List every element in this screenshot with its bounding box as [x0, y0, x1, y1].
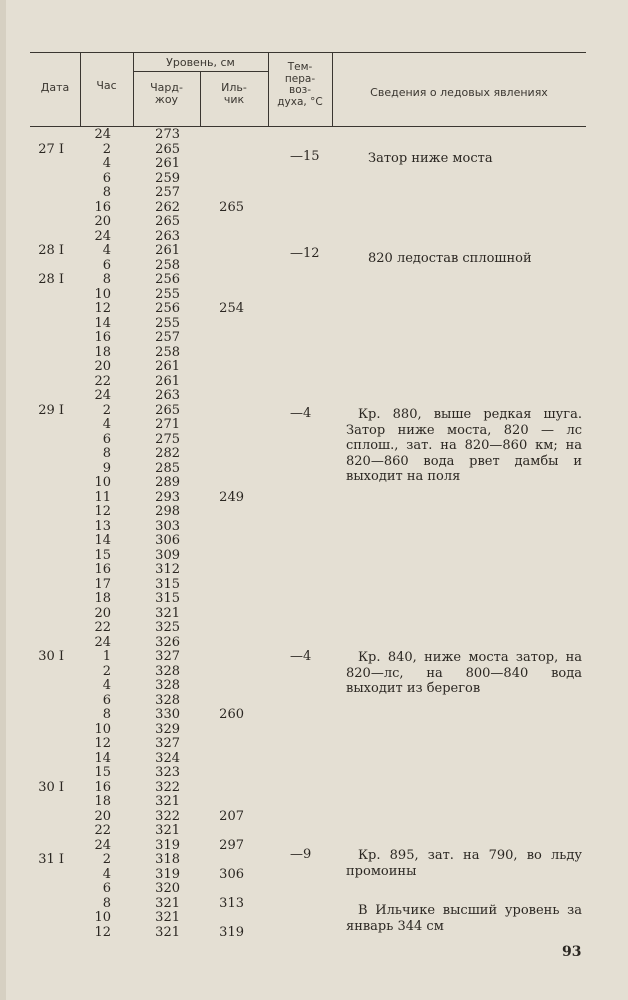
hour-cell: 2 — [102, 402, 111, 418]
hour-cell: 20 — [94, 605, 111, 621]
hour-cell: 11 — [94, 489, 111, 505]
hour-cell: 12 — [94, 924, 111, 940]
hour-cell: 24 — [94, 127, 111, 142]
chardzhou-level-cell: 261 — [155, 243, 180, 258]
hour-cell: 10 — [94, 910, 111, 925]
hour-cell: 6 — [102, 692, 111, 708]
chardzhou-level-cell: 298 — [155, 504, 180, 519]
chardzhou-level-cell: 321 — [155, 910, 180, 925]
chardzhou-level-cell: 258 — [155, 257, 180, 273]
table-header-bottom-rule — [30, 126, 586, 127]
table-top-rule — [30, 52, 586, 53]
hour-cell: 15 — [94, 547, 111, 563]
hour-cell: 10 — [94, 286, 111, 302]
date-cell: 28 I — [38, 243, 64, 258]
chardzhou-level-cell: 319 — [155, 866, 180, 882]
chardzhou-level-cell: 271 — [155, 417, 180, 432]
temperature-value: —12 — [290, 246, 320, 261]
ice-note: Кр. 895, зат. на 790, во льду промоины — [346, 848, 582, 879]
ilchik-level-cell: 207 — [219, 808, 244, 824]
hour-cell: 6 — [102, 881, 111, 896]
chardzhou-level-cell: 262 — [155, 199, 180, 215]
hour-cell: 2 — [102, 852, 111, 867]
hour-cell: 1 — [102, 649, 111, 664]
chardzhou-level-cell: 289 — [155, 475, 180, 490]
hour-cell: 16 — [94, 562, 111, 577]
hour-cell: 10 — [94, 475, 111, 490]
hour-cell: 2 — [102, 141, 111, 157]
chardzhou-level-cell: 320 — [155, 881, 180, 896]
chardzhou-level-cell: 321 — [155, 823, 180, 838]
chardzhou-level-cell: 325 — [155, 620, 180, 635]
ilchik-level-cell: 319 — [219, 924, 244, 940]
hour-cell: 16 — [94, 779, 111, 795]
chardzhou-level-cell: 293 — [155, 489, 180, 505]
hour-cell: 10 — [94, 721, 111, 737]
hour-cell: 14 — [94, 750, 111, 766]
chardzhou-level-cell: 256 — [155, 301, 180, 316]
hour-cell: 18 — [94, 794, 111, 809]
chardzhou-level-cell: 322 — [155, 779, 180, 795]
chardzhou-level-cell: 319 — [155, 837, 180, 853]
date-cell: 27 I — [38, 141, 64, 157]
hour-cell: 22 — [94, 620, 111, 635]
hour-cell: 17 — [94, 576, 111, 592]
chardzhou-level-cell: 273 — [155, 127, 180, 142]
hour-cell: 8 — [102, 272, 111, 287]
chardzhou-level-cell: 321 — [155, 895, 180, 911]
chardzhou-level-cell: 263 — [155, 388, 180, 403]
chardzhou-level-cell: 265 — [155, 402, 180, 418]
ice-note: 820 ледостав сплошной — [368, 251, 532, 266]
hour-cell: 12 — [94, 504, 111, 519]
date-cell: 30 I — [38, 649, 64, 664]
hour-cell: 4 — [102, 866, 111, 882]
header-chardzhou: Чард- жоу — [150, 81, 183, 106]
hour-cell: 16 — [94, 199, 111, 215]
header-hour: Час — [96, 79, 117, 92]
ice-note: Затор ниже моста — [368, 151, 493, 166]
chardzhou-level-cell: 309 — [155, 547, 180, 563]
hour-cell: 4 — [102, 243, 111, 258]
hour-cell: 8 — [102, 895, 111, 911]
hour-cell: 2 — [102, 663, 111, 679]
header-date: Дата — [40, 81, 70, 94]
chardzhou-level-cell: 321 — [155, 605, 180, 621]
chardzhou-level-cell: 328 — [155, 663, 180, 679]
hour-cell: 22 — [94, 823, 111, 838]
chardzhou-level-cell: 255 — [155, 315, 180, 331]
chardzhou-level-cell: 257 — [155, 185, 180, 200]
hour-cell: 12 — [94, 301, 111, 316]
hour-cell: 22 — [94, 373, 111, 389]
chardzhou-level-cell: 255 — [155, 286, 180, 302]
date-cell: 28 I — [38, 272, 64, 287]
chardzhou-level-cell: 315 — [155, 591, 180, 606]
hour-cell: 24 — [94, 634, 111, 650]
hour-cell: 14 — [94, 315, 111, 331]
hour-cell: 20 — [94, 359, 111, 374]
hour-cell: 4 — [102, 156, 111, 171]
chardzhou-level-cell: 321 — [155, 924, 180, 940]
header-temperature: Тем- пера- воз- духа, °С — [277, 61, 323, 108]
chardzhou-level-cell: 329 — [155, 721, 180, 737]
page-number: 93 — [562, 944, 582, 960]
chardzhou-level-cell: 327 — [155, 736, 180, 751]
chardzhou-level-cell: 323 — [155, 765, 180, 780]
ilchik-level-cell: 265 — [219, 199, 244, 215]
hour-cell: 4 — [102, 678, 111, 693]
header-ilchik: Иль- чик — [221, 81, 247, 106]
ice-note: В Ильчике высший уровень за январь 344 см — [346, 903, 582, 934]
hour-cell: 18 — [94, 344, 111, 360]
ilchik-level-cell: 306 — [219, 866, 244, 882]
chardzhou-level-cell: 265 — [155, 214, 180, 229]
ilchik-level-cell: 260 — [219, 707, 244, 722]
chardzhou-level-cell: 315 — [155, 576, 180, 592]
chardzhou-level-cell: 258 — [155, 344, 180, 360]
chardzhou-level-cell: 330 — [155, 707, 180, 722]
hour-cell: 8 — [102, 707, 111, 722]
chardzhou-level-cell: 261 — [155, 156, 180, 171]
hour-cell: 16 — [94, 330, 111, 345]
hour-cell: 8 — [102, 185, 111, 200]
hour-cell: 20 — [94, 808, 111, 824]
chardzhou-level-cell: 328 — [155, 692, 180, 708]
temperature-value: —4 — [290, 649, 312, 664]
chardzhou-level-cell: 285 — [155, 460, 180, 476]
header-notes: Сведения о ледовых явлениях — [370, 86, 548, 99]
chardzhou-level-cell: 256 — [155, 272, 180, 287]
ilchik-level-cell: 254 — [219, 301, 244, 316]
ilchik-level-cell: 297 — [219, 837, 244, 853]
hour-cell: 24 — [94, 228, 111, 244]
chardzhou-level-cell: 327 — [155, 649, 180, 664]
chardzhou-level-cell: 306 — [155, 533, 180, 548]
hour-cell: 20 — [94, 214, 111, 229]
date-cell: 31 I — [38, 852, 64, 867]
chardzhou-level-cell: 318 — [155, 852, 180, 867]
chardzhou-level-cell: 321 — [155, 794, 180, 809]
chardzhou-level-cell: 312 — [155, 562, 180, 577]
hour-cell: 24 — [94, 388, 111, 403]
chardzhou-level-cell: 261 — [155, 373, 180, 389]
hour-cell: 6 — [102, 257, 111, 273]
chardzhou-level-cell: 282 — [155, 446, 180, 461]
chardzhou-level-cell: 303 — [155, 518, 180, 534]
chardzhou-level-cell: 261 — [155, 359, 180, 374]
chardzhou-level-cell: 263 — [155, 228, 180, 244]
chardzhou-level-cell: 324 — [155, 750, 180, 766]
hour-cell: 6 — [102, 431, 111, 447]
ice-note: Кр. 880, выше редкая шуга. Затор ниже моста, 820 — лс сплош., зат. на 820—860 км; на 820—860 вода рвет дамбы и выходит на поля — [346, 407, 582, 484]
temperature-value: —15 — [290, 149, 320, 164]
hour-cell: 8 — [102, 446, 111, 461]
hour-cell: 24 — [94, 837, 111, 853]
ilchik-level-cell: 313 — [219, 895, 244, 911]
chardzhou-level-cell: 328 — [155, 678, 180, 693]
date-cell: 30 I — [38, 779, 64, 795]
hour-cell: 14 — [94, 533, 111, 548]
temperature-value: —9 — [290, 847, 312, 862]
hour-cell: 6 — [102, 170, 111, 186]
date-cell: 29 I — [38, 402, 64, 418]
chardzhou-level-cell: 257 — [155, 330, 180, 345]
hour-cell: 13 — [94, 518, 111, 534]
chardzhou-level-cell: 322 — [155, 808, 180, 824]
chardzhou-level-cell: 275 — [155, 431, 180, 447]
hour-cell: 9 — [102, 460, 111, 476]
hour-cell: 18 — [94, 591, 111, 606]
chardzhou-level-cell: 259 — [155, 170, 180, 186]
ilchik-level-cell: 249 — [219, 489, 244, 505]
ice-note: Кр. 840, ниже моста затор, на 820—лс, на 800—840 вода выходит из берегов — [346, 650, 582, 696]
chardzhou-level-cell: 326 — [155, 634, 180, 650]
hour-cell: 12 — [94, 736, 111, 751]
chardzhou-level-cell: 265 — [155, 141, 180, 157]
header-level: Уровень, см — [166, 56, 235, 69]
temperature-value: —4 — [290, 406, 312, 421]
hour-cell: 15 — [94, 765, 111, 780]
hour-cell: 4 — [102, 417, 111, 432]
